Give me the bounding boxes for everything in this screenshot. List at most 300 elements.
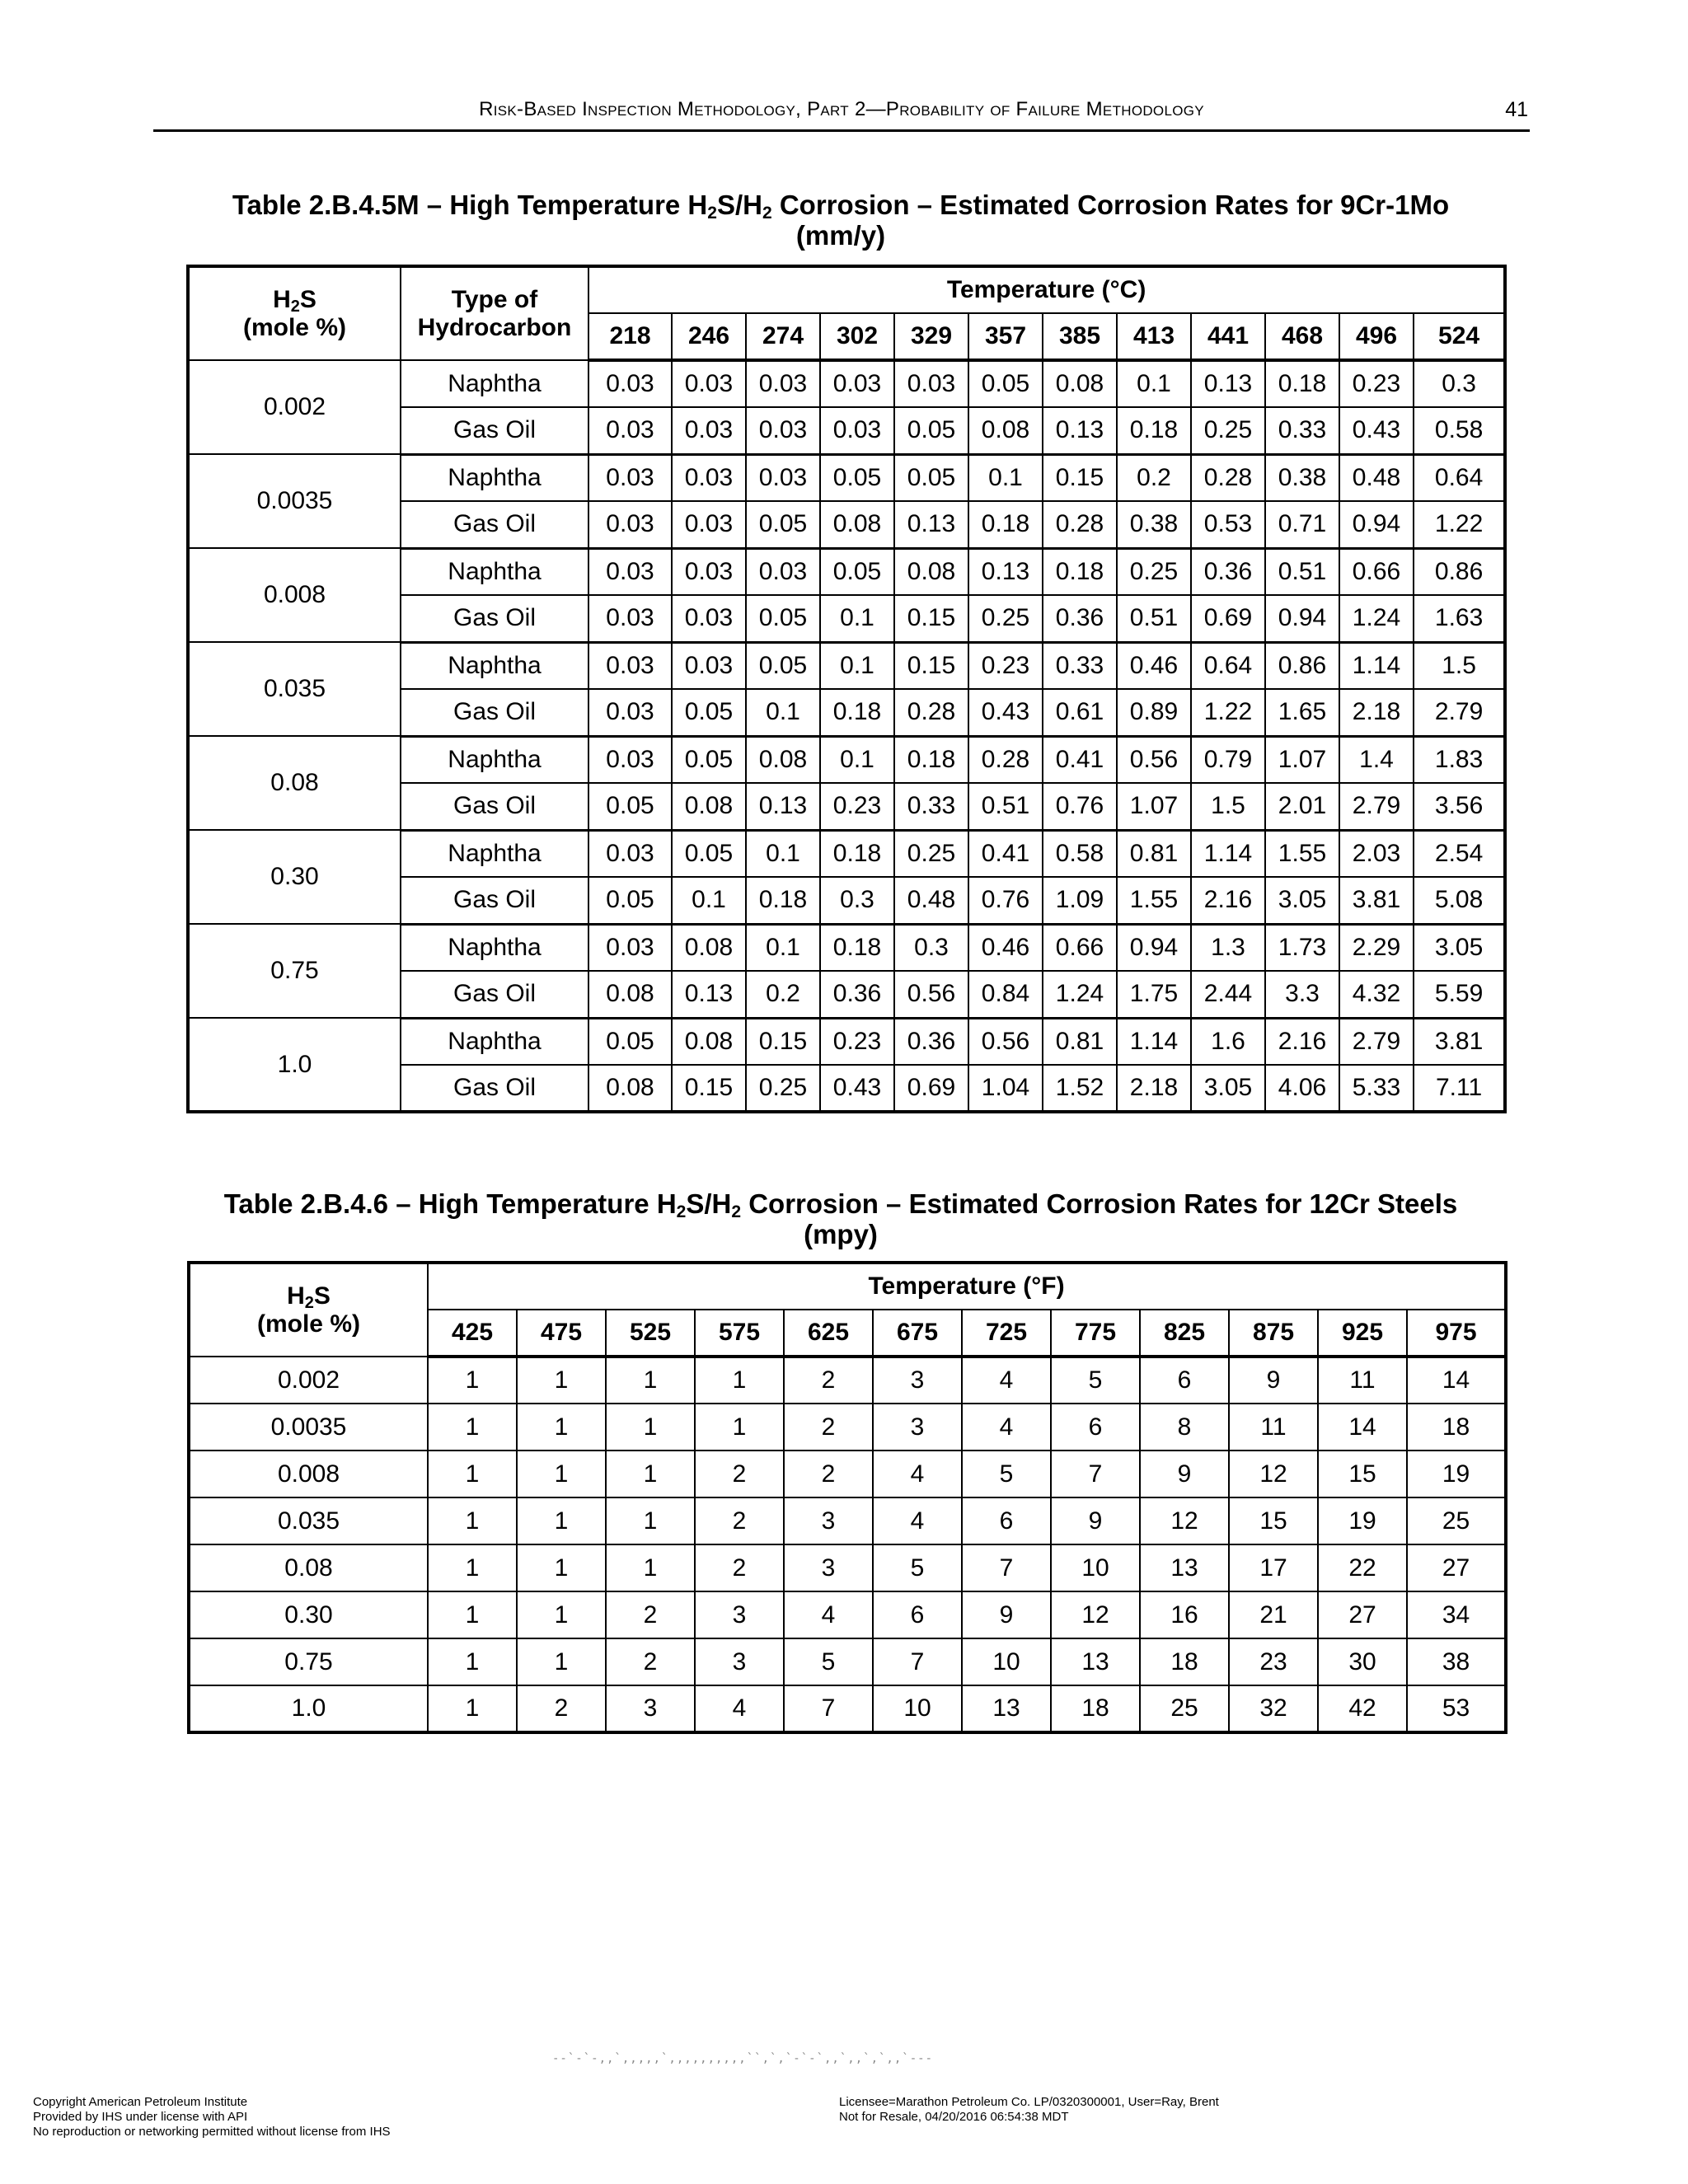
temperature-cell: 441	[1191, 313, 1265, 360]
rate-cell: 0.03	[820, 407, 894, 454]
rate-cell: 4.06	[1265, 1065, 1339, 1112]
rate-cell: 2	[695, 1544, 784, 1591]
rate-cell: 4.32	[1339, 971, 1414, 1018]
rate-cell: 0.08	[672, 783, 746, 830]
rate-cell: 2	[784, 1451, 873, 1497]
rate-cell: 0.03	[588, 736, 672, 783]
rate-cell: 2.16	[1191, 877, 1265, 924]
temperature-cell: 925	[1318, 1310, 1407, 1357]
table-row	[189, 1685, 1506, 1732]
rate-cell: 21	[1229, 1591, 1318, 1638]
rate-cell: 1.4	[1339, 736, 1414, 783]
rate-cell: 2.79	[1339, 1018, 1414, 1065]
page-number: 41	[1505, 98, 1528, 121]
rate-cell: 38	[1407, 1638, 1506, 1685]
rate-cell: 0.61	[1043, 689, 1117, 736]
rate-cell: 1.5	[1191, 783, 1265, 830]
rate-cell: 1	[428, 1591, 517, 1638]
hydrocarbon-cell: Gas Oil	[401, 407, 588, 454]
rate-cell: 0.15	[746, 1018, 820, 1065]
hydrocarbon-cell: Gas Oil	[401, 501, 588, 548]
rate-cell: 0.18	[746, 877, 820, 924]
rate-cell: 0.03	[746, 360, 820, 407]
rate-cell: 0.05	[746, 501, 820, 548]
scan-marks: --`-`-,,`,,,,,`,,,,,,,,,,``,`,`-`-`,,`,,`,`,,`---	[552, 2052, 934, 2065]
rate-cell: 15	[1229, 1497, 1318, 1544]
temperature-cell: 775	[1051, 1310, 1140, 1357]
rate-cell: 0.13	[1191, 360, 1265, 407]
hydrocarbon-cell: Gas Oil	[401, 783, 588, 830]
rate-cell: 0.25	[1191, 407, 1265, 454]
rate-cell: 0.76	[1043, 783, 1117, 830]
rate-cell: 7	[784, 1685, 873, 1732]
rate-cell: 0.15	[1043, 454, 1117, 501]
table-row	[189, 1544, 1506, 1591]
rate-cell: 13	[962, 1685, 1051, 1732]
rate-cell: 10	[962, 1638, 1051, 1685]
rate-cell: 0.58	[1414, 407, 1505, 454]
rate-cell: 34	[1407, 1591, 1506, 1638]
h2s-cell: 0.002	[189, 1357, 428, 1404]
rate-cell: 53	[1407, 1685, 1506, 1732]
rate-cell: 0.05	[746, 595, 820, 642]
rate-cell: 0.03	[672, 454, 746, 501]
rate-cell: 0.03	[672, 595, 746, 642]
rate-cell: 0.1	[1117, 360, 1191, 407]
rate-cell: 18	[1407, 1404, 1506, 1451]
temperature-cell: 246	[672, 313, 746, 360]
rate-cell: 0.1	[672, 877, 746, 924]
rate-cell: 1.24	[1339, 595, 1414, 642]
rate-cell: 2	[695, 1497, 784, 1544]
table-row	[188, 454, 1505, 501]
rate-cell: 1	[428, 1357, 517, 1404]
rate-cell: 0.03	[672, 548, 746, 595]
rate-cell: 9	[1140, 1451, 1229, 1497]
h2s-cell: 0.035	[188, 642, 401, 736]
rate-cell: 0.23	[820, 783, 894, 830]
rate-cell: 1.09	[1043, 877, 1117, 924]
rate-cell: 1.83	[1414, 736, 1505, 783]
rate-cell: 1	[428, 1497, 517, 1544]
rate-cell: 1	[606, 1404, 695, 1451]
rate-cell: 0.08	[672, 924, 746, 971]
temperature-cell: 975	[1407, 1310, 1506, 1357]
rate-cell: 1.14	[1191, 830, 1265, 877]
rate-cell: 3.05	[1414, 924, 1505, 971]
rate-cell: 0.48	[1339, 454, 1414, 501]
rate-cell: 25	[1140, 1685, 1229, 1732]
rate-cell: 27	[1407, 1544, 1506, 1591]
rate-cell: 0.33	[1265, 407, 1339, 454]
rate-cell: 0.18	[1265, 360, 1339, 407]
rate-cell: 7.11	[1414, 1065, 1505, 1112]
rate-cell: 0.36	[1043, 595, 1117, 642]
rate-cell: 0.03	[588, 924, 672, 971]
hydrocarbon-type-header: Type of Hydrocarbon	[401, 266, 588, 360]
rate-cell: 0.25	[968, 595, 1043, 642]
rate-cell: 1.24	[1043, 971, 1117, 1018]
rate-cell: 2.16	[1265, 1018, 1339, 1065]
rate-cell: 0.18	[894, 736, 968, 783]
rate-cell: 0.15	[894, 595, 968, 642]
rate-cell: 0.03	[588, 689, 672, 736]
rate-cell: 0.1	[820, 736, 894, 783]
hydrocarbon-cell: Gas Oil	[401, 971, 588, 1018]
table1-unit: (mm/y)	[795, 220, 886, 251]
rate-cell: 0.13	[746, 783, 820, 830]
rate-cell: 2.79	[1339, 783, 1414, 830]
rate-cell: 3	[695, 1591, 784, 1638]
rate-cell: 0.15	[672, 1065, 746, 1112]
rate-cell: 0.13	[894, 501, 968, 548]
hydrocarbon-cell: Gas Oil	[401, 1065, 588, 1112]
rate-cell: 13	[1051, 1638, 1140, 1685]
rate-cell: 3	[695, 1638, 784, 1685]
rate-cell: 18	[1140, 1638, 1229, 1685]
rate-cell: 0.25	[1117, 548, 1191, 595]
h2s-cell: 1.0	[188, 1018, 401, 1112]
rate-cell: 2	[606, 1638, 695, 1685]
rate-cell: 2.18	[1339, 689, 1414, 736]
temperature-cell: 218	[588, 313, 672, 360]
rate-cell: 12	[1051, 1591, 1140, 1638]
rate-cell: 1	[517, 1404, 606, 1451]
rate-cell: 3.3	[1265, 971, 1339, 1018]
rate-cell: 0.08	[968, 407, 1043, 454]
rate-cell: 16	[1140, 1591, 1229, 1638]
rate-cell: 2	[784, 1404, 873, 1451]
hydrocarbon-cell: Gas Oil	[401, 877, 588, 924]
h2s-header: $H_2S$ (mole %)	[188, 266, 401, 360]
rate-cell: 7	[873, 1638, 962, 1685]
rate-cell: 0.03	[746, 548, 820, 595]
rate-cell: 0.38	[1265, 454, 1339, 501]
rate-cell: 0.56	[968, 1018, 1043, 1065]
rate-cell: 0.13	[1043, 407, 1117, 454]
rate-cell: 1	[517, 1451, 606, 1497]
rate-cell: 0.18	[820, 689, 894, 736]
rate-cell: 14	[1407, 1357, 1506, 1404]
rate-cell: 0.33	[894, 783, 968, 830]
rate-cell: 0.13	[968, 548, 1043, 595]
rate-cell: 0.64	[1191, 642, 1265, 689]
temperature-header: Temperature (°C)	[588, 266, 1505, 313]
rate-cell: 0.05	[968, 360, 1043, 407]
rate-cell: 0.3	[820, 877, 894, 924]
h2s-cell: 0.002	[188, 360, 401, 454]
h2s-cell: 0.30	[189, 1591, 428, 1638]
rate-cell: 3	[873, 1404, 962, 1451]
rate-cell: 17	[1229, 1544, 1318, 1591]
rate-cell: 0.05	[672, 689, 746, 736]
rate-cell: 23	[1229, 1638, 1318, 1685]
temperature-cell: 496	[1339, 313, 1414, 360]
rate-cell: 0.05	[672, 830, 746, 877]
rate-cell: 0.94	[1265, 595, 1339, 642]
rate-cell: 0.03	[588, 454, 672, 501]
rate-cell: 0.05	[588, 783, 672, 830]
rate-cell: 0.23	[968, 642, 1043, 689]
rate-cell: 1.14	[1117, 1018, 1191, 1065]
rate-cell: 0.18	[820, 924, 894, 971]
rate-cell: 0.28	[1191, 454, 1265, 501]
temperature-cell: 675	[873, 1310, 962, 1357]
rate-cell: 0.1	[746, 689, 820, 736]
rate-cell: 0.51	[1265, 548, 1339, 595]
rate-cell: 15	[1318, 1451, 1407, 1497]
rate-cell: 1.22	[1191, 689, 1265, 736]
rate-cell: 3.56	[1414, 783, 1505, 830]
rate-cell: 0.86	[1265, 642, 1339, 689]
rate-cell: 0.03	[588, 830, 672, 877]
temperature-cell: 274	[746, 313, 820, 360]
rate-cell: 0.28	[894, 689, 968, 736]
temperature-cell: 468	[1265, 313, 1339, 360]
rate-cell: 0.94	[1117, 924, 1191, 971]
rate-cell: 0.41	[968, 830, 1043, 877]
rate-cell: 0.03	[588, 642, 672, 689]
rate-cell: 9	[1229, 1357, 1318, 1404]
rate-cell: 3.81	[1339, 877, 1414, 924]
h2s-cell: 0.08	[189, 1544, 428, 1591]
rate-cell: 0.79	[1191, 736, 1265, 783]
rate-cell: 2.54	[1414, 830, 1505, 877]
rate-cell: 0.38	[1117, 501, 1191, 548]
rate-cell: 7	[1051, 1451, 1140, 1497]
rate-cell: 12	[1140, 1497, 1229, 1544]
temperature-cell: 625	[784, 1310, 873, 1357]
rate-cell: 0.36	[894, 1018, 968, 1065]
copyright-footer: Copyright American Petroleum Institute Provided by IHS under license with API No reproduction or networking permitted without license from IHS	[33, 2095, 391, 2139]
rate-cell: 42	[1318, 1685, 1407, 1732]
rate-cell: 0.03	[588, 501, 672, 548]
hydrocarbon-cell: Naphtha	[401, 1018, 588, 1065]
rate-cell: 1.63	[1414, 595, 1505, 642]
rate-cell: 0.23	[820, 1018, 894, 1065]
rate-cell: 0.25	[746, 1065, 820, 1112]
h2s-cell: 0.0035	[188, 454, 401, 548]
table-row	[189, 1638, 1506, 1685]
rate-cell: 0.05	[820, 454, 894, 501]
rate-cell: 1	[606, 1451, 695, 1497]
rate-cell: 3	[606, 1685, 695, 1732]
rate-cell: 0.28	[1043, 501, 1117, 548]
rate-cell: 5	[962, 1451, 1051, 1497]
rate-cell: 10	[1051, 1544, 1140, 1591]
rate-cell: 0.69	[1191, 595, 1265, 642]
rate-cell: 12	[1229, 1451, 1318, 1497]
rate-cell: 1	[517, 1591, 606, 1638]
table-row	[189, 1404, 1506, 1451]
rate-cell: 2	[517, 1685, 606, 1732]
rate-cell: 0.94	[1339, 501, 1414, 548]
rate-cell: 2.44	[1191, 971, 1265, 1018]
rate-cell: 1	[428, 1404, 517, 1451]
rate-cell: 1.75	[1117, 971, 1191, 1018]
rate-cell: 1.6	[1191, 1018, 1265, 1065]
rate-cell: 30	[1318, 1638, 1407, 1685]
table-row	[188, 642, 1505, 689]
rate-cell: 1.73	[1265, 924, 1339, 971]
h2s-header: $H_2S$ (mole %)	[189, 1263, 428, 1357]
rate-cell: 0.08	[1043, 360, 1117, 407]
rate-cell: 0.43	[820, 1065, 894, 1112]
rate-cell: 6	[962, 1497, 1051, 1544]
temperature-cell: 725	[962, 1310, 1051, 1357]
rate-cell: 19	[1407, 1451, 1506, 1497]
rate-cell: 4	[873, 1497, 962, 1544]
h2s-cell: 0.75	[189, 1638, 428, 1685]
rate-cell: 0.66	[1339, 548, 1414, 595]
rate-cell: 5	[873, 1544, 962, 1591]
rate-cell: 0.13	[672, 971, 746, 1018]
rate-cell: 5	[1051, 1357, 1140, 1404]
rate-cell: 0.3	[1414, 360, 1505, 407]
h2s-cell: 0.75	[188, 924, 401, 1018]
rate-cell: 0.51	[968, 783, 1043, 830]
rate-cell: 0.81	[1117, 830, 1191, 877]
rate-cell: 0.58	[1043, 830, 1117, 877]
rate-cell: 0.15	[894, 642, 968, 689]
rate-cell: 0.1	[820, 595, 894, 642]
rate-cell: 1	[606, 1497, 695, 1544]
rate-cell: 1	[517, 1497, 606, 1544]
table-row	[188, 548, 1505, 595]
rate-cell: 2.03	[1339, 830, 1414, 877]
rate-cell: 0.05	[588, 877, 672, 924]
rate-cell: 1.07	[1117, 783, 1191, 830]
rate-cell: 6	[1051, 1404, 1140, 1451]
rate-cell: 0.23	[1339, 360, 1414, 407]
rate-cell: 0.41	[1043, 736, 1117, 783]
table-row	[189, 1357, 1506, 1404]
temperature-cell: 825	[1140, 1310, 1229, 1357]
rate-cell: 0.33	[1043, 642, 1117, 689]
table-row	[188, 830, 1505, 877]
rate-cell: 1	[517, 1357, 606, 1404]
rate-cell: 0.3	[894, 924, 968, 971]
hydrocarbon-cell: Naphtha	[401, 454, 588, 501]
temperature-cell: 475	[517, 1310, 606, 1357]
rate-cell: 2	[606, 1591, 695, 1638]
table-row	[189, 1497, 1506, 1544]
hydrocarbon-cell: Gas Oil	[401, 689, 588, 736]
rate-cell: 3	[784, 1544, 873, 1591]
rate-cell: 0.36	[1191, 548, 1265, 595]
rate-cell: 32	[1229, 1685, 1318, 1732]
rate-cell: 3.81	[1414, 1018, 1505, 1065]
temperature-cell: 525	[606, 1310, 695, 1357]
rate-cell: 1.55	[1117, 877, 1191, 924]
hydrocarbon-cell: Naphtha	[401, 642, 588, 689]
rate-cell: 0.1	[746, 924, 820, 971]
rate-cell: 0.89	[1117, 689, 1191, 736]
rate-cell: 1.22	[1414, 501, 1505, 548]
rate-cell: 0.18	[820, 830, 894, 877]
rate-cell: 1.04	[968, 1065, 1043, 1112]
rate-cell: 0.86	[1414, 548, 1505, 595]
rate-cell: 1.07	[1265, 736, 1339, 783]
rate-cell: 0.03	[672, 501, 746, 548]
rate-cell: 0.03	[894, 360, 968, 407]
rate-cell: 27	[1318, 1591, 1407, 1638]
rate-cell: 2.29	[1339, 924, 1414, 971]
h2s-cell: 0.035	[189, 1497, 428, 1544]
rate-cell: 14	[1318, 1404, 1407, 1451]
rate-cell: 1.65	[1265, 689, 1339, 736]
hydrocarbon-cell: Naphtha	[401, 360, 588, 407]
rate-cell: 1	[428, 1451, 517, 1497]
rate-cell: 0.03	[746, 454, 820, 501]
rate-cell: 1.52	[1043, 1065, 1117, 1112]
temperature-cell: 385	[1043, 313, 1117, 360]
rate-cell: 0.03	[672, 642, 746, 689]
hydrocarbon-cell: Naphtha	[401, 830, 588, 877]
rate-cell: 0.05	[894, 454, 968, 501]
rate-cell: 1	[606, 1544, 695, 1591]
hydrocarbon-cell: Naphtha	[401, 924, 588, 971]
rate-cell: 5	[784, 1638, 873, 1685]
rate-cell: 4	[873, 1451, 962, 1497]
rate-cell: 5.33	[1339, 1065, 1414, 1112]
rate-cell: 0.18	[1117, 407, 1191, 454]
rate-cell: 6	[1140, 1357, 1229, 1404]
hydrocarbon-cell: Naphtha	[401, 736, 588, 783]
rate-cell: 5.59	[1414, 971, 1505, 1018]
rate-cell: 18	[1051, 1685, 1140, 1732]
rate-cell: 0.51	[1117, 595, 1191, 642]
rate-cell: 0.53	[1191, 501, 1265, 548]
temperature-cell: 875	[1229, 1310, 1318, 1357]
h2s-cell: 0.0035	[189, 1404, 428, 1451]
rate-cell: 11	[1318, 1357, 1407, 1404]
rate-cell: 1	[695, 1357, 784, 1404]
hydrocarbon-cell: Gas Oil	[401, 595, 588, 642]
table-row	[189, 1451, 1506, 1497]
rate-cell: 0.43	[1339, 407, 1414, 454]
rate-cell: 0.18	[1043, 548, 1117, 595]
rate-cell: 0.18	[968, 501, 1043, 548]
rate-cell: 0.84	[968, 971, 1043, 1018]
rate-cell: 0.56	[1117, 736, 1191, 783]
rate-cell: 10	[873, 1685, 962, 1732]
rate-cell: 0.05	[746, 642, 820, 689]
temperature-cell: 329	[894, 313, 968, 360]
rate-cell: 0.03	[746, 407, 820, 454]
rate-cell: 8	[1140, 1404, 1229, 1451]
rate-cell: 0.81	[1043, 1018, 1117, 1065]
rate-cell: 0.05	[894, 407, 968, 454]
rate-cell: 0.03	[820, 360, 894, 407]
rate-cell: 0.03	[588, 548, 672, 595]
table-row	[188, 360, 1505, 407]
rate-cell: 0.03	[588, 407, 672, 454]
h2s-cell: 0.30	[188, 830, 401, 924]
table2-unit: (mpy)	[804, 1219, 878, 1249]
rate-cell: 0.08	[820, 501, 894, 548]
table-row	[188, 736, 1505, 783]
rate-cell: 0.66	[1043, 924, 1117, 971]
rate-cell: 0.36	[820, 971, 894, 1018]
rate-cell: 4	[962, 1404, 1051, 1451]
h2s-cell: 0.008	[188, 548, 401, 642]
hydrocarbon-cell: Naphtha	[401, 548, 588, 595]
rate-cell: 2.79	[1414, 689, 1505, 736]
rate-cell: 0.05	[672, 736, 746, 783]
rate-cell: 0.71	[1265, 501, 1339, 548]
license-footer: Licensee=Marathon Petroleum Co. LP/0320300001, User=Ray, Brent Not for Resale, 04/20/2016 06:54:38 MDT	[839, 2095, 1219, 2124]
